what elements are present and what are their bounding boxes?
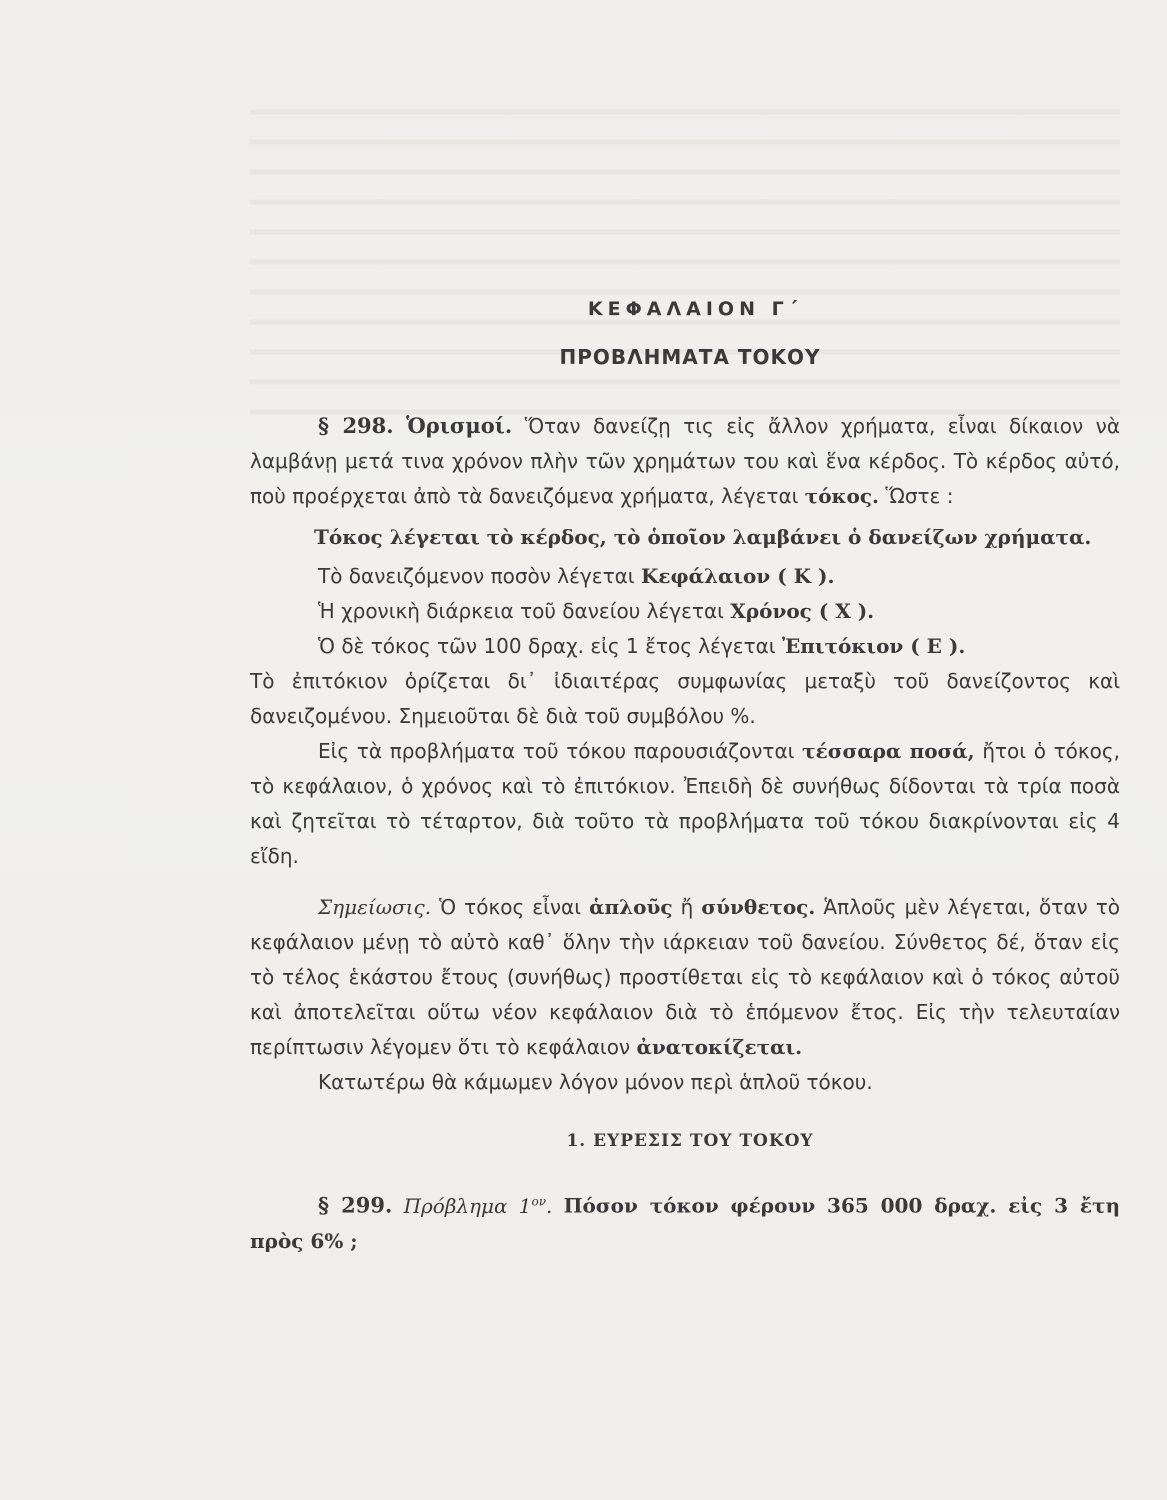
term-simple: ἁπλοῦς xyxy=(589,895,673,919)
quantities-paragraph: Εἰς τὰ προβλήματα τοῦ τόκου παρουσιάζονται τέσσαρα ποσά, ἤτοι ὁ τόκος, τὸ κεφάλαιον, ὁ χρόνος καὶ τὸ ἐπιτόκιον. Ἐπειδὴ δὲ συνήθως δίδονται τὰ τρία ποσὰ καὶ ζητεῖται τὸ τέταρτον, διὰ τοῦτο τὰ προβλήματα τοῦ τόκου διακρίνονται εἰς 4 εἴδη. xyxy=(250,739,1121,868)
page-content xyxy=(250,292,1120,1259)
term-compound: σύνθετος. xyxy=(701,895,816,919)
chapter-label: ΚΕΦΑΛΑΙΟΝ Γ΄ xyxy=(587,298,803,320)
four-quantities: τέσσαρα ποσά, xyxy=(802,739,975,763)
problem-label: Πρόβλημα $1^{o\nu}$. xyxy=(403,1193,553,1218)
paragraph-298 xyxy=(250,408,1120,514)
term-rate-line: Ὁ δὲ τόκος τῶν 100 δραχ. εἰς 1 ἔτος λέγεται Ἐπιτόκιον ( Ε ). xyxy=(318,634,966,658)
definition-statement: Τόκος λέγεται τὸ κέρδος, τὸ ὁποῖον λαμβάνει ὁ δανείζων χρήματα. xyxy=(314,525,1092,549)
problem-question: Πόσον τόκον φέρουν 365 000 δραχ. εἰς 3 ἔτη πρὸς 6% ; xyxy=(250,1193,1121,1253)
simple-interest-note: Κατωτέρω θὰ κάμωμεν λόγον μόνον περὶ ἁπλοῦ τόκου. xyxy=(318,1070,873,1094)
remark-paragraph: Σημείωσις. Ὁ τόκος εἶναι ἁπλοῦς ἤ σύνθετος. Ἁπλοῦς μὲν λέγεται, ὅταν τὸ κεφάλαιον μένῃ τὸ αὐτὸ καθ᾽ ὅλην τὴν ιάρκειαν τοῦ δανείου. Σύνθετος δέ, ὅταν εἰς τὸ τέλος ἑκάστου ἔτους (συνήθως) προστίθεται εἰς τὸ κεφάλαιον καὶ ὁ τόκος αὐτοῦ καὶ ἀποτελεῖται οὕτω νέον κεφάλαιον διὰ τὸ ἑπόμενον ἔτος. Εἰς τὴν τελευταίαν περίπτωσιν λέγομεν ὅτι τὸ κεφάλαιον ἀνατοκίζεται. xyxy=(250,895,1121,1059)
heading-definitions: Ὁρισμοί. xyxy=(406,413,513,438)
term-time-line: Ἡ χρονικὴ διάρκεια τοῦ δανείου λέγεται Χρόνος ( Χ ). xyxy=(318,599,875,623)
paragraph-299 xyxy=(250,1184,1120,1259)
term-capital: Κεφάλαιον ( Κ ). xyxy=(640,564,835,588)
term-compounded: ἀνατοκίζεται. xyxy=(636,1035,803,1059)
term-time: Χρόνος ( Χ ). xyxy=(730,599,875,623)
remark-label: Σημείωσις. xyxy=(318,895,432,919)
term-rate: Ἐπιτόκιον ( Ε ). xyxy=(781,634,966,658)
rate-note: Τὸ ἐπιτόκιον ὁρίζεται δι᾽ ἰδιαιτέρας συμφωνίας μεταξὺ τοῦ δανείζοντος καὶ δανειζομένου. Σημειοῦται δὲ διὰ τοῦ συμβόλου %. xyxy=(250,669,1120,728)
section-number-299: § 299. xyxy=(318,1192,393,1218)
section-heading-finding-interest: 1. ΕΥΡΕΣΙΣ ΤΟΥ ΤΟΚΟΥ xyxy=(566,1131,814,1151)
chapter-title: ΠΡΟΒΛΗΜΑΤΑ ΤΟΚΟΥ xyxy=(559,345,821,369)
section-number-298: § 298. xyxy=(318,413,394,438)
term-tokos: τόκος. xyxy=(804,484,880,508)
paragraph-298-text: Ὅταν δανείζῃ τις εἰς ἄλλον χρήματα, εἶναι δίκαιον νὰ λαμβάνῃ μετά τινα χρόνον πλὴν τῶν χρημάτων του καὶ ἕνα κέρδος. Τὸ κέρδος αὐτό, ποὺ προέρχεται ἀπὸ τὰ δανειζόμενα χρήματα, λέγεται xyxy=(250,414,1121,508)
paragraph-298-so: Ὥστε : xyxy=(885,484,954,508)
term-capital-line: Τὸ δανειζόμενον ποσὸν λέγεται Κεφάλαιον ( Κ ). xyxy=(318,564,835,588)
